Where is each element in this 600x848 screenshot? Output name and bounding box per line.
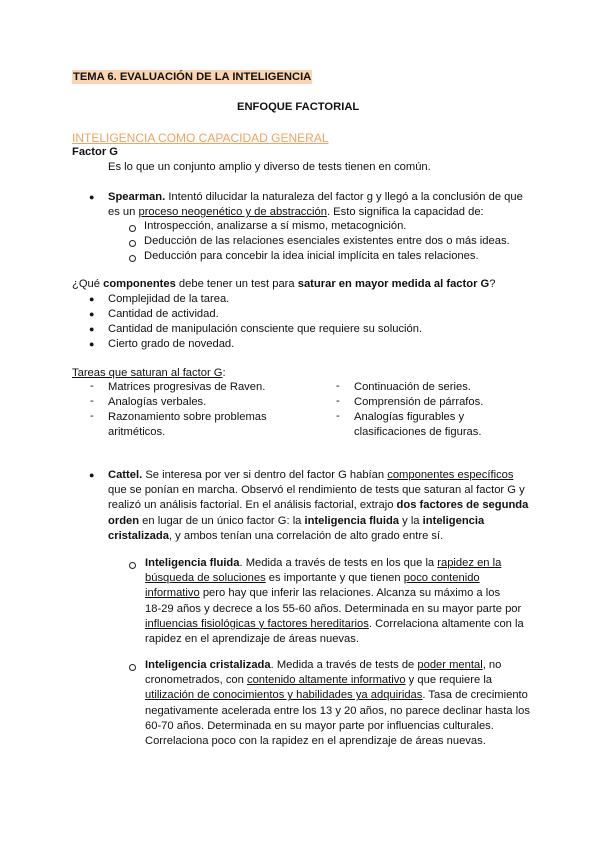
- tarea-item-right: Comprensión de párrafos.: [354, 396, 484, 408]
- cattel-line: y la: [399, 514, 423, 527]
- list-item: Cierto grado de novedad.: [108, 338, 235, 350]
- tareas-title: Tareas que saturan al factor G: [72, 367, 223, 379]
- section-heading: ENFOQUE FACTORIAL: [237, 101, 360, 113]
- dash-icon: -: [90, 410, 94, 422]
- bullet-icon: ●: [89, 339, 95, 349]
- dash-icon: -: [90, 380, 94, 392]
- fluida-line: . Medida a través de tests en los que la: [239, 557, 438, 569]
- list-item: Cantidad de manipulación consciente que requiere su solución.: [108, 323, 423, 335]
- list-item: Cantidad de actividad.: [108, 308, 219, 320]
- question-line: [72, 277, 495, 292]
- bullet-icon: ●: [89, 192, 95, 202]
- cattel-line: que se ponían en marcha. Observó el rendimiento de tests que saturan al factor G y: [108, 484, 525, 497]
- spearman-paragraph: [108, 190, 523, 220]
- spearman-subitem: Deducción para concebir la idea inicial implícita en tales relaciones.: [144, 250, 479, 262]
- spearman-line: es un: [108, 206, 139, 219]
- circle-bullet-icon: [129, 225, 136, 232]
- factor-heading: Factor G: [72, 146, 119, 158]
- cattel-bold: inteligencia fluida: [304, 514, 400, 527]
- fluida-line: pero hay que inferir las relaciones. Alcanza su máximo a los: [199, 587, 501, 600]
- question-text: ?: [489, 278, 496, 290]
- subsection-heading: INTELIGENCIA COMO CAPACIDAD GENERAL: [72, 131, 329, 145]
- tarea-item-left: Razonamiento sobre problemas: [108, 411, 267, 423]
- cristalizada-name: Inteligencia cristalizada: [145, 659, 271, 671]
- fluida-underlined: poco contenido: [403, 572, 480, 585]
- question-text: ¿Qué: [72, 278, 104, 290]
- cristalizada-line: , no: [482, 659, 502, 671]
- cristalizada-underlined: poder mental: [417, 659, 483, 671]
- fluida-paragraph: [145, 556, 524, 647]
- list-item: Complejidad de la tarea.: [108, 293, 230, 305]
- bullet-icon: ●: [89, 294, 95, 304]
- spearman-subitem: Deducción de las relaciones esenciales existentes entre dos o más ideas.: [144, 235, 510, 247]
- spearman-underlined: proceso neogenético y de abstracción: [138, 206, 327, 219]
- tareas-heading: [72, 366, 226, 381]
- question-bold: saturar en mayor medida al factor G: [297, 278, 490, 290]
- circle-bullet-icon: [129, 240, 136, 247]
- factor-description: Es lo que un conjunto amplio y diverso de tests tienen en común.: [108, 161, 431, 173]
- tareas-colon: :: [222, 367, 226, 379]
- cattel-line: realizó un análisis factorial. En el análisis factorial, extrajo: [108, 499, 397, 512]
- cristalizada-underlined: contenido altamente informativo: [246, 674, 406, 687]
- fluida-line: es importante y que tienen: [265, 572, 404, 585]
- spearman-subitem: Introspección, analizarse a sí mismo, metacognición.: [144, 220, 407, 232]
- dash-icon: -: [336, 410, 340, 422]
- cattel-underlined: componentes específicos: [387, 469, 514, 481]
- cristalizada-line: negativamente acelerada entre los 13 y 20 años, no parece declinar hasta los: [145, 704, 530, 717]
- tarea-item-left-cont: aritméticos.: [108, 426, 166, 438]
- fluida-underlined: informativo: [145, 587, 200, 600]
- cristalizada-line: cronometrados, con: [145, 674, 247, 687]
- cattel-bold: orden: [108, 514, 140, 527]
- cattel-name: Cattel.: [108, 469, 143, 481]
- fluida-name: Inteligencia fluida: [145, 557, 240, 569]
- fluida-underlined: rapidez en la: [437, 557, 502, 569]
- cattel-bold: cristalizada: [108, 529, 169, 542]
- spearman-line: . Esto significa la capacidad de:: [326, 206, 484, 219]
- tarea-item-right: Analogías figurables y: [354, 411, 465, 423]
- dash-icon: -: [90, 395, 94, 407]
- fluida-line: rapidez en el aprendizaje de áreas nuevas.: [145, 633, 359, 646]
- cattel-line: , y ambos tenían una correlación de alto grado entre sí.: [168, 529, 444, 542]
- dash-icon: -: [336, 380, 340, 392]
- question-text: debe tener un test para: [175, 278, 298, 290]
- cristalizada-line: . Tasa de crecimiento: [422, 689, 528, 702]
- cattel-paragraph: [108, 468, 528, 544]
- dash-icon: -: [336, 395, 340, 407]
- cristalizada-line: y que requiere la: [405, 674, 493, 687]
- spearman-line: Intentó dilucidar la naturaleza del factor g y llegó a la conclusión de que: [168, 191, 523, 203]
- tarea-item-left: Analogías verbales.: [108, 396, 207, 408]
- circle-bullet-icon: [129, 664, 136, 671]
- tarea-item-left: Matrices progresivas de Raven.: [108, 381, 266, 393]
- cattel-bold: dos factores de segunda: [396, 499, 529, 512]
- cristalizada-line: Correlaciona poco con la rapidez en el aprendizaje de áreas nuevas.: [145, 735, 486, 748]
- cattel-line: en lugar de un único factor G: la: [139, 514, 305, 527]
- cristalizada-line: . Medida a través de tests de: [270, 659, 418, 671]
- circle-bullet-icon: [129, 562, 136, 569]
- bullet-icon: ●: [89, 470, 95, 480]
- question-bold: componentes: [103, 278, 176, 290]
- topic-title-text: TEMA 6. EVALUACIÓN DE LA INTELIGENCIA: [73, 71, 312, 83]
- fluida-underlined: influencias fisiológicas y factores hereditarios: [145, 617, 369, 630]
- circle-bullet-icon: [129, 255, 136, 262]
- spearman-name: Spearman.: [108, 191, 166, 203]
- tarea-item-right-cont: clasificaciones de figuras.: [354, 426, 482, 438]
- fluida-underlined: búsqueda de soluciones: [145, 572, 266, 585]
- cristalizada-paragraph: [145, 658, 530, 749]
- tarea-item-right: Continuación de series.: [354, 381, 471, 393]
- cristalizada-underlined: utilización de conocimientos y habilidades ya adquiridas: [145, 689, 423, 702]
- cattel-bold: inteligencia: [422, 514, 485, 527]
- cristalizada-line: 60-70 años. Determinada en su mayor parte por influencias culturales.: [145, 719, 494, 732]
- fluida-line: 18-29 años y decrece a los 55-60 años. Determinada en su mayor parte por: [145, 602, 522, 615]
- topic-title: [72, 70, 312, 85]
- cattel-line: Se interesa por ver si dentro del factor G habían: [145, 469, 388, 481]
- bullet-icon: ●: [89, 309, 95, 319]
- fluida-line: . Correlaciona altamente con la: [368, 617, 524, 630]
- bullet-icon: ●: [89, 324, 95, 334]
